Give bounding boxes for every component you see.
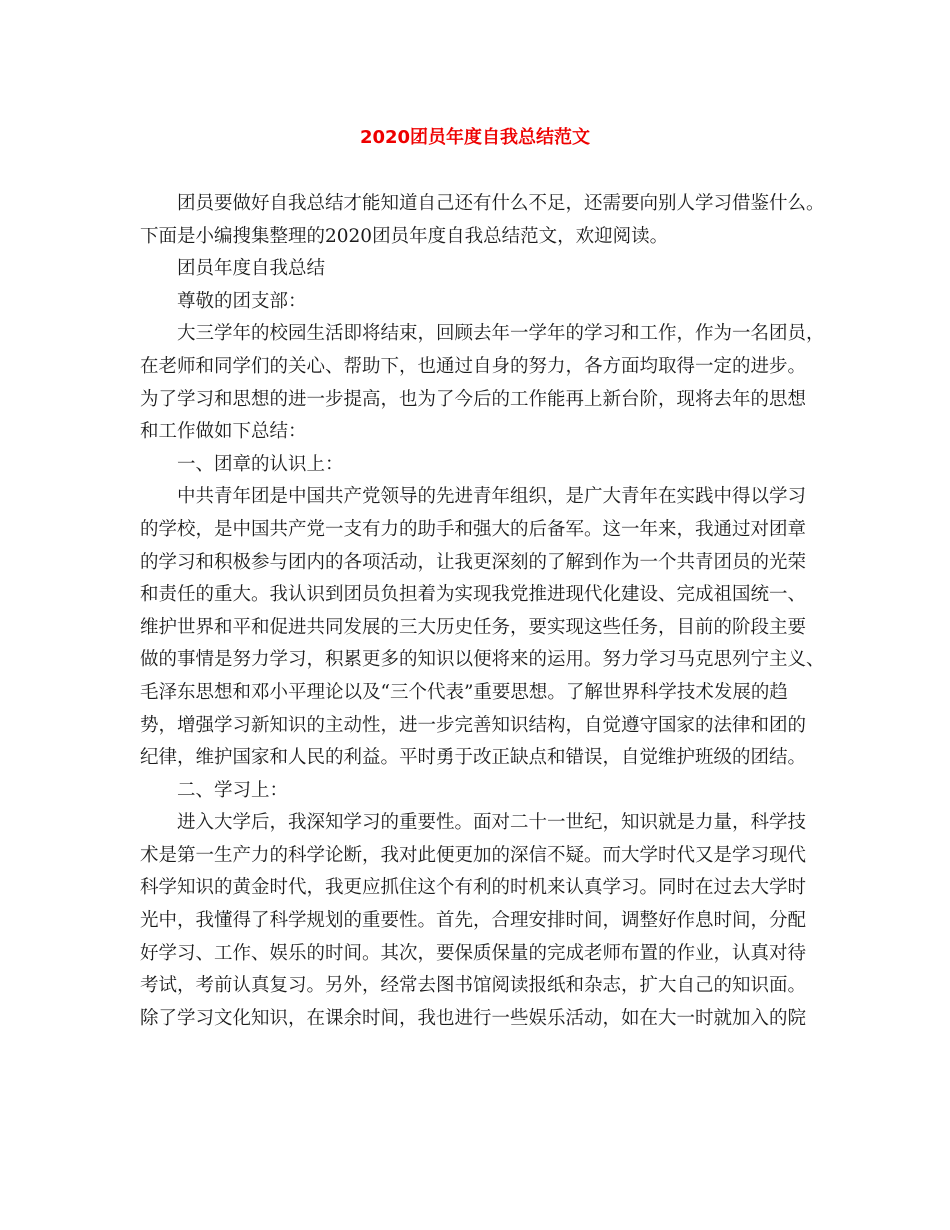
document-title: 2020团员年度自我总结范文 [359, 127, 591, 148]
text-line: 考试，考前认真复习。另外，经常去图书馆阅读报纸和杂志，扩大自己的知识面。 [140, 975, 807, 997]
text-line: 在老师和同学们的关心、帮助下，也通过自身的努力，各方面均取得一定的进步。 [140, 355, 807, 377]
text-line: 和责任的重大。我认识到团员负担着为实现我党推进现代化建设、完成祖国统一、 [140, 584, 807, 606]
text-line: 除了学习文化知识，在课余时间，我也进行一些娱乐活动，如在大一时就加入的院 [140, 1007, 807, 1029]
text-line: 一、团章的认识上： [177, 453, 344, 475]
text-line: 做的事情是努力学习，积累更多的知识以便将来的运用。努力学习马克思列宁主义、 [140, 649, 825, 671]
text-line: 纪律，维护国家和人民的利益。平时勇于改正缺点和错误，自觉维护班级的团结。 [140, 747, 807, 769]
text-line: 为了学习和思想的进一步提高，也为了今后的工作能再上新台阶，现将去年的思想 [140, 388, 807, 410]
text-line: 团员要做好自我总结才能知道自己还有什么不足，还需要向别人学习借鉴什么。 [177, 193, 825, 214]
text-line: 进入大学后，我深知学习的重要性。面对二十一世纪，知识就是力量，科学技 [177, 812, 807, 834]
text-line: 毛泽东思想和邓小平理论以及“三个代表”重要思想。了解世界科学技术发展的趋 [140, 681, 788, 703]
text-line: 的学校，是中国共产党一支有力的助手和强大的后备军。这一年来，我通过对团章 [140, 518, 807, 540]
text-line: 中共青年团是中国共产党领导的先进青年组织，是广大青年在实践中得以学习 [177, 486, 807, 508]
document-body [140, 188, 825, 1035]
text-line: 二、学习上： [177, 779, 289, 801]
text-line: 维护世界和平和促进共同发展的三大历史任务，要实现这些任务，目前的阶段主要 [140, 616, 807, 638]
text-line: 术是第一生产力的科学论断，我对此便更加的深信不疑。而大学时代又是学习现代 [140, 844, 807, 866]
text-line: 大三学年的校园生活即将结束，回顾去年一学年的学习和工作，作为一名团员， [177, 323, 825, 345]
text-line: 科学知识的黄金时代，我更应抓住这个有利的时机来认真学习。同时在过去大学时 [140, 877, 807, 899]
text-line: 光中，我懂得了科学规划的重要性。首先，合理安排时间，调整好作息时间，分配 [140, 910, 807, 932]
text-line: 下面是小编搜集整理的2020团员年度自我总结范文，欢迎阅读。 [140, 225, 669, 247]
text-line: 和工作做如下总结： [140, 421, 307, 443]
text-line: 好学习、工作、娱乐的时间。其次，要保质保量的完成老师布置的作业，认真对待 [140, 942, 807, 964]
text-line: 势，增强学习新知识的主动性，进一步完善知识结构，自觉遵守国家的法律和团的 [140, 714, 807, 736]
text-line: 尊敬的团支部： [177, 290, 307, 312]
text-line: 团员年度自我总结 [177, 258, 326, 280]
text-line: 的学习和积极参与团内的各项活动，让我更深刻的了解到作为一个共青团员的光荣 [140, 551, 807, 573]
